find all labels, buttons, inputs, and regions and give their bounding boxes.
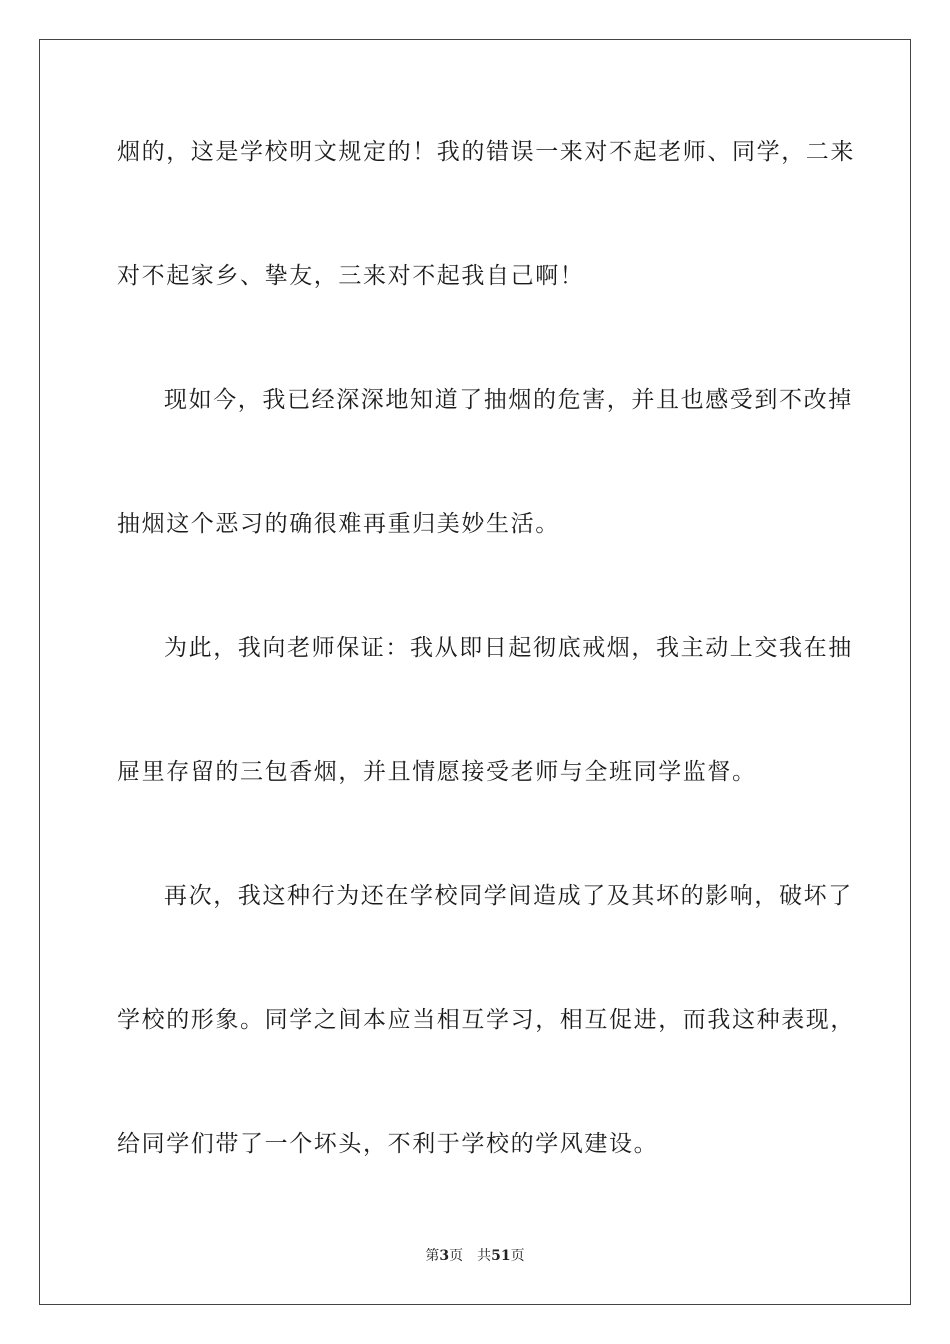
body-line-1: 烟的，这是学校明文规定的！我的错误一来对不起老师、同学，二来 [117, 139, 855, 165]
page-suffix: 页 [449, 1248, 464, 1264]
page-footer [0, 1246, 950, 1266]
body-line-9: 给同学们带了一个坏头，不利于学校的学风建设。 [117, 1131, 659, 1157]
body-line-7: 再次，我这种行为还在学校同学间造成了及其坏的影响，破坏了 [164, 883, 853, 909]
total-suffix: 页 [510, 1248, 525, 1264]
page-prefix: 第 [425, 1248, 440, 1264]
body-line-3: 现如今，我已经深深地知道了抽烟的危害，并且也感受到不改掉 [164, 387, 853, 413]
body-line-8: 学校的形象。同学之间本应当相互学习，相互促进，而我这种表现， [117, 1007, 855, 1033]
total-prefix: 共 [477, 1248, 492, 1264]
body-line-5: 为此，我向老师保证：我从即日起彻底戒烟，我主动上交我在抽 [164, 635, 853, 661]
body-line-6: 屉里存留的三包香烟，并且情愿接受老师与全班同学监督。 [117, 759, 757, 785]
page-border [39, 39, 911, 1305]
total-pages: 51 [491, 1248, 511, 1264]
page-number: 3 [439, 1248, 450, 1264]
body-line-2: 对不起家乡、挚友，三来对不起我自己啊！ [117, 263, 585, 289]
body-line-4: 抽烟这个恶习的确很难再重归美妙生活。 [117, 511, 560, 537]
